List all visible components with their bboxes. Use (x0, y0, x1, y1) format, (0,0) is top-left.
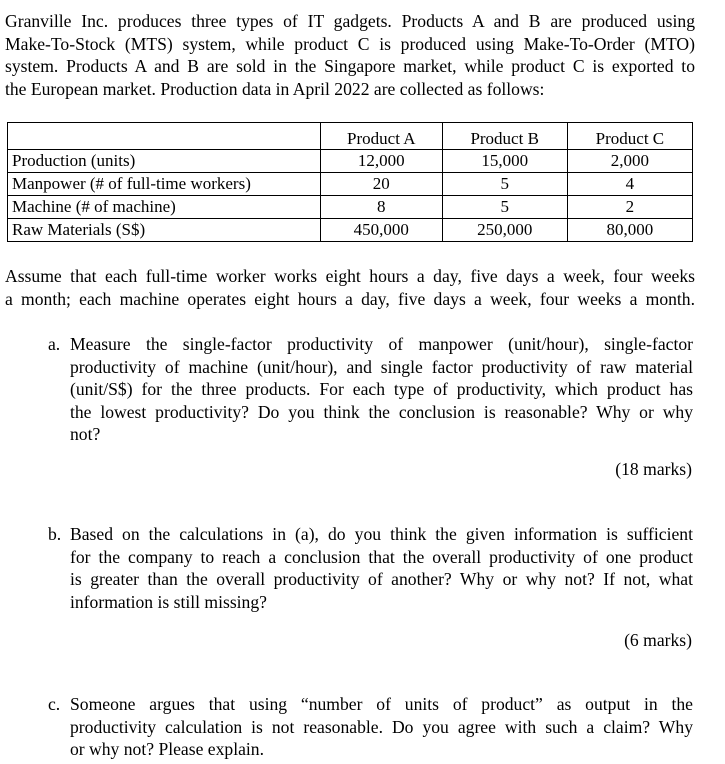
intro-line: system. Products A and B are sold in the Singapore market, while product C is exported to (5, 56, 695, 76)
question-a-text (70, 333, 693, 446)
cell-value: 80,000 (567, 219, 692, 242)
cell-value: 250,000 (442, 219, 567, 242)
table-header-empty (8, 123, 321, 150)
question-line: information is still missing? (70, 591, 267, 612)
question-a-marks: (18 marks) (615, 459, 692, 479)
question-line: for the company to reach a conclusion that the overall productivity of one product (70, 546, 693, 567)
question-line: productivity of machine (unit/hour), and single factor productivity of raw material (70, 356, 693, 377)
assumption-line: a month; each machine operates eight hours a day, five days a week, four weeks a month. (5, 288, 695, 309)
table-row (8, 150, 693, 173)
question-line: productivity calculation is not reasonable. Do you agree with such a claim? Why (70, 716, 693, 737)
table-header-product-b: Product B (442, 123, 567, 150)
cell-value: 4 (567, 173, 692, 196)
cell-value: 8 (321, 196, 443, 219)
question-line: not? (70, 424, 101, 444)
assumption-line: Assume that each full-time worker works eight hours a day, five days a week, four weeks (5, 266, 695, 286)
question-c-label: c. (48, 694, 61, 714)
row-label-raw-materials: Raw Materials (S$) (8, 219, 321, 242)
question-a-label: a. (48, 334, 61, 354)
cell-value: 2 (567, 196, 692, 219)
question-line: Based on the calculations in (a), do you think the given information is sufficient (70, 524, 693, 544)
table-row (8, 219, 693, 242)
question-line: Measure the single-factor productivity of manpower (unit/hour), single-factor (70, 334, 693, 354)
question-line: or why not? Please explain. (70, 739, 264, 759)
cell-value: 2,000 (567, 150, 692, 173)
question-c-text (70, 693, 693, 761)
row-label-production: Production (units) (8, 150, 321, 173)
table-header-product-c: Product C (567, 123, 692, 150)
table-header-product-a: Product A (321, 123, 443, 150)
intro-paragraph (5, 10, 695, 100)
intro-line: the European market. Production data in April 2022 are collected as follows: (5, 78, 545, 99)
question-line: is greater than the overall productivity of another? Why or why not? If not, what (70, 569, 693, 589)
row-label-machine: Machine (# of machine) (8, 196, 321, 219)
cell-value: 5 (442, 173, 567, 196)
cell-value: 12,000 (321, 150, 443, 173)
table-header-row (8, 123, 693, 150)
table-row (8, 196, 693, 219)
cell-value: 5 (442, 196, 567, 219)
question-line: the lowest productivity? Do you think the conclusion is reasonable? Why or why (70, 401, 693, 422)
question-line: Someone argues that using “number of units of product” as output in the (70, 694, 693, 714)
intro-line: Granville Inc. produces three types of IT gadgets. Products A and B are produced using (5, 11, 695, 31)
cell-value: 15,000 (442, 150, 567, 173)
intro-line: Make-To-Stock (MTS) system, while product C is produced using Make-To-Order (MTO) (5, 33, 695, 54)
question-b-text (70, 523, 693, 613)
cell-value: 20 (321, 173, 443, 196)
question-line: (unit/S$) for the three products. For each type of productivity, which product has (70, 379, 693, 399)
cell-value: 450,000 (321, 219, 443, 242)
production-data-table (7, 122, 693, 242)
row-label-manpower: Manpower (# of full-time workers) (8, 173, 321, 196)
table-row (8, 173, 693, 196)
question-b-label: b. (48, 524, 62, 544)
assumption-paragraph (5, 265, 695, 310)
question-b-marks: (6 marks) (624, 630, 692, 650)
